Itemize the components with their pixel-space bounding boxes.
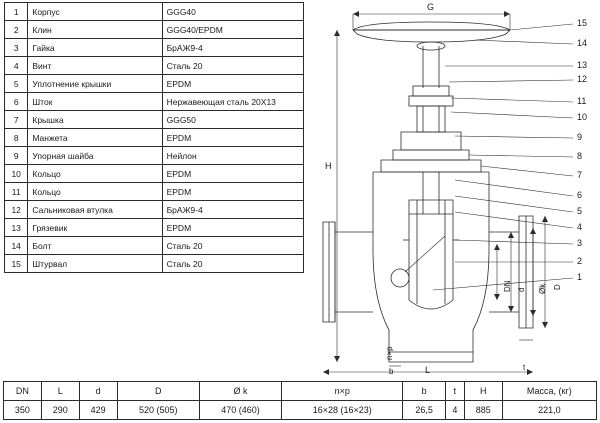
- part-number: 7: [5, 111, 28, 129]
- part-material: EPDM: [162, 165, 303, 183]
- callout-12: 12: [577, 74, 588, 84]
- spec-value-ok: 470 (460): [199, 401, 281, 420]
- dimension-label-b: b: [389, 367, 394, 376]
- specification-body: [4, 401, 597, 420]
- callout-5: 5: [577, 206, 583, 216]
- part-number: 10: [5, 165, 28, 183]
- part-material: БрАЖ9-4: [162, 39, 303, 57]
- part-name: Гайка: [28, 39, 162, 57]
- table-row: [5, 111, 304, 129]
- dimension-label-l: L: [425, 365, 431, 375]
- part-name: Уплотнение крышки: [28, 75, 162, 93]
- spec-value-dn: 350: [4, 401, 42, 420]
- spec-header-mass: Масса, (кг): [502, 382, 596, 401]
- part-name: Крышка: [28, 111, 162, 129]
- spec-value-h: 885: [464, 401, 502, 420]
- spec-header-ok: Ø k: [199, 382, 281, 401]
- spec-header-b: b: [403, 382, 446, 401]
- part-material: GGG50: [162, 111, 303, 129]
- spec-value-dbig: 520 (505): [117, 401, 199, 420]
- part-number: 3: [5, 39, 28, 57]
- spec-value-t: 4: [445, 401, 464, 420]
- part-number: 11: [5, 183, 28, 201]
- dimension-label-h: H: [325, 161, 332, 171]
- part-name: Шток: [28, 93, 162, 111]
- callout-1: 1: [577, 272, 583, 282]
- spec-header-h: H: [464, 382, 502, 401]
- table-row: [5, 75, 304, 93]
- table-row: [5, 3, 304, 21]
- part-name: Корпус: [28, 3, 162, 21]
- callout-2: 2: [577, 256, 583, 266]
- table-row: [5, 165, 304, 183]
- dimension-label-t: t: [523, 363, 526, 372]
- spec-header-nxp: n×p: [282, 382, 403, 401]
- part-number: 1: [5, 3, 28, 21]
- dimension-label-dn: DN: [503, 280, 512, 292]
- callout-13: 13: [577, 60, 588, 70]
- spec-header-d: d: [79, 382, 117, 401]
- spec-value-mass: 221,0: [502, 401, 596, 420]
- callout-7: 7: [577, 170, 583, 180]
- callout-6: 6: [577, 190, 583, 200]
- dimension-label-nxp: n×p: [385, 346, 394, 360]
- spec-header-dn: DN: [4, 382, 42, 401]
- part-material: Сталь 20: [162, 57, 303, 75]
- part-number: 5: [5, 75, 28, 93]
- table-row: [5, 57, 304, 75]
- part-name: Манжета: [28, 129, 162, 147]
- callout-11: 11: [577, 96, 587, 106]
- part-name: Сальниковая втулка: [28, 201, 162, 219]
- table-row: [4, 401, 597, 420]
- part-material: EPDM: [162, 75, 303, 93]
- table-row: [5, 219, 304, 237]
- part-name: Упорная шайба: [28, 147, 162, 165]
- dimension-label-d-small: d: [517, 287, 526, 292]
- part-material: БрАЖ9-4: [162, 201, 303, 219]
- part-material: Нержавеющая сталь 20Х13: [162, 93, 303, 111]
- callout-8: 8: [577, 151, 583, 161]
- part-material: Сталь 20: [162, 255, 303, 273]
- part-material: EPDM: [162, 129, 303, 147]
- table-row: [5, 237, 304, 255]
- part-number: 4: [5, 57, 28, 75]
- table-row: [5, 39, 304, 57]
- table-row: [4, 382, 597, 401]
- dimension-label-g: G: [427, 2, 435, 12]
- spec-value-l: 290: [41, 401, 79, 420]
- callout-9: 9: [577, 132, 583, 142]
- table-row: [5, 147, 304, 165]
- callout-4: 4: [577, 222, 583, 232]
- specification-header: [4, 382, 597, 401]
- callout-14: 14: [577, 38, 588, 48]
- spec-header-dbig: D: [117, 382, 199, 401]
- part-name: Клин: [28, 21, 162, 39]
- part-material: GGG40/EPDM: [162, 21, 303, 39]
- part-name: Штурвал: [28, 255, 162, 273]
- parts-list-table: [4, 2, 304, 273]
- dimension-label-d-outer: D: [553, 284, 562, 290]
- callout-15: 15: [577, 18, 588, 28]
- table-row: [5, 93, 304, 111]
- spec-header-l: L: [41, 382, 79, 401]
- part-name: Кольцо: [28, 165, 162, 183]
- table-row: [5, 201, 304, 219]
- spec-value-d: 429: [79, 401, 117, 420]
- valve-technical-drawing: [305, 0, 600, 378]
- callout-3: 3: [577, 238, 583, 248]
- part-number: 12: [5, 201, 28, 219]
- part-number: 15: [5, 255, 28, 273]
- parts-list-body: [5, 3, 304, 273]
- table-row: [5, 21, 304, 39]
- part-number: 13: [5, 219, 28, 237]
- part-name: Винт: [28, 57, 162, 75]
- dimension-label-ok: Øk: [538, 283, 547, 294]
- part-number: 9: [5, 147, 28, 165]
- part-name: Болт: [28, 237, 162, 255]
- spec-header-t: t: [445, 382, 464, 401]
- table-row: [5, 255, 304, 273]
- part-number: 6: [5, 93, 28, 111]
- spec-value-nxp: 16×28 (16×23): [282, 401, 403, 420]
- callout-10: 10: [577, 112, 588, 122]
- table-row: [5, 183, 304, 201]
- part-name: Грязевик: [28, 219, 162, 237]
- part-material: Сталь 20: [162, 237, 303, 255]
- part-material: EPDM: [162, 183, 303, 201]
- part-material: Нейлон: [162, 147, 303, 165]
- table-row: [5, 129, 304, 147]
- part-material: EPDM: [162, 219, 303, 237]
- specification-table: [3, 381, 597, 420]
- part-number: 2: [5, 21, 28, 39]
- part-name: Кольцо: [28, 183, 162, 201]
- part-number: 14: [5, 237, 28, 255]
- part-number: 8: [5, 129, 28, 147]
- spec-value-b: 26,5: [403, 401, 446, 420]
- part-material: GGG40: [162, 3, 303, 21]
- valve-drawing-svg: [305, 0, 600, 378]
